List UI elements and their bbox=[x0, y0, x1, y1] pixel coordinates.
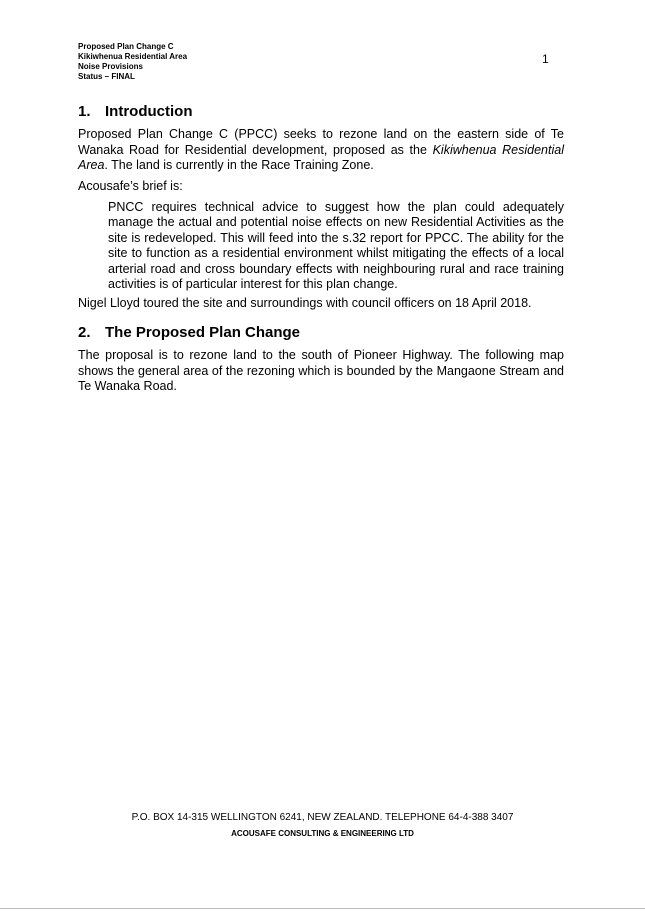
section-1-heading bbox=[78, 103, 192, 121]
intro-area-name: Kikiwhenua Residential Area bbox=[78, 142, 564, 173]
intro-paragraph bbox=[78, 127, 564, 174]
section-2-title: The Proposed Plan Change bbox=[105, 324, 301, 341]
header-line-plan-change: Proposed Plan Change C bbox=[78, 42, 174, 51]
footer-company: ACOUSAFE CONSULTING & ENGINEERING LTD bbox=[231, 829, 414, 838]
page-number: 1 bbox=[542, 52, 549, 66]
site-tour-paragraph: Nigel Lloyd toured the site and surroundings with council officers on 18 April 2018. bbox=[78, 296, 532, 310]
header-line-area: Kikiwhenua Residential Area bbox=[78, 52, 188, 61]
header-line-status: Status – FINAL bbox=[78, 72, 135, 81]
document-header bbox=[78, 42, 187, 82]
page-bottom-divider bbox=[0, 908, 645, 909]
intro-text-start: Proposed Plan Change C (PPCC) seeks to rezone land on the eastern side of Te Wanaka Road for Residential development, proposed as the bbox=[78, 127, 564, 157]
section-2-heading bbox=[78, 324, 300, 342]
intro-text-end: . The land is currently in the Race Training Zone. bbox=[104, 158, 374, 173]
header-line-topic: Noise Provisions bbox=[78, 62, 143, 71]
plan-change-paragraph: The proposal is to rezone land to the south of Pioneer Highway. The following map shows the general area of the rezoning which is bounded by the Mangaone Stream and Te Wanaka Road. bbox=[78, 348, 564, 394]
footer-address: P.O. BOX 14-315 WELLINGTON 6241, NEW ZEALAND. TELEPHONE 64-4-388 3407 bbox=[131, 812, 514, 823]
brief-quote: PNCC requires technical advice to suggest how the plan could adequately manage the actual and potential noise effects on new Residential Activities as the site is redeveloped. This will feed into the s.32 report for PPCC. The ability for the site to function as a residential environment whilst mitigating the effects of a local arterial road and cross boundary effects with neighbouring rural and race training activities is of particular interest for this plan change. bbox=[108, 200, 564, 292]
section-2-number: 2. bbox=[78, 324, 91, 341]
brief-intro: Acousafe’s brief is: bbox=[78, 179, 183, 193]
section-1-title: Introduction bbox=[105, 103, 193, 120]
section-1-number: 1. bbox=[78, 103, 91, 120]
